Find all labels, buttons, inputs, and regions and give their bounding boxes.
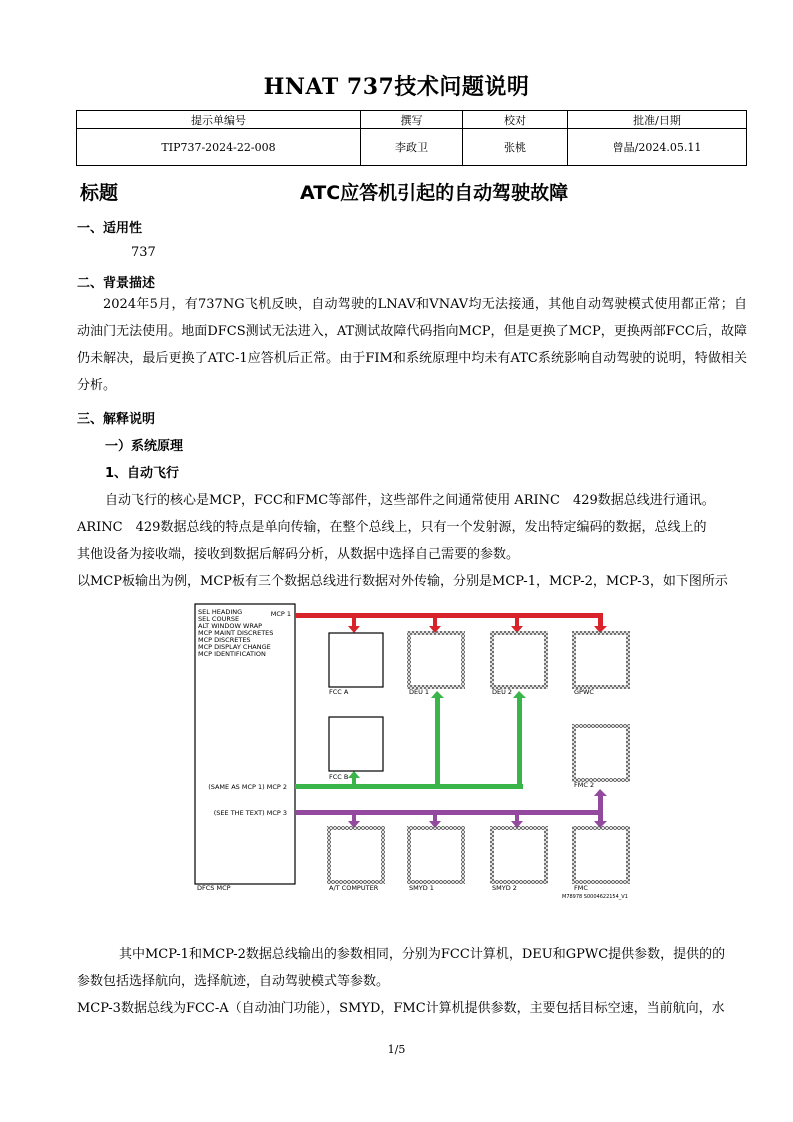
fmc-box (574, 828, 628, 882)
deu2-label: DEU 2 (492, 688, 513, 696)
subsection-system-principle: 一）系统原理 (105, 439, 184, 454)
header-author: 撰写 (361, 111, 463, 129)
mcp3-paragraph: MCP-3数据总线为FCC-A（自动油门功能），SMYD，FMC计算机提供参数，主要包括目标空速，当前航向，水 (77, 1001, 725, 1016)
subject-row (80, 176, 747, 206)
smyd2-box (492, 828, 546, 882)
at-computer-label: A/T COMPUTER (329, 884, 379, 892)
mcp-bus-diagram (193, 600, 633, 905)
mcp12-paragraph-line1: 其中MCP-1和MCP-2数据总线输出的参数相同，分别为FCC计算机，DEU和GPWC提供参数，提供的的 (119, 947, 726, 962)
deu1-label: DEU 1 (409, 688, 430, 696)
mcp1-label: MCP 1 (270, 610, 291, 618)
smyd1-box (409, 828, 463, 882)
mcp-param: MCP DISCRETES (198, 636, 251, 644)
document-info-table (76, 110, 747, 166)
fcc-a-box (329, 633, 383, 687)
smyd2-label: SMYD 2 (492, 884, 517, 892)
smyd1-label: SMYD 1 (409, 884, 434, 892)
mcp1-bus (295, 613, 607, 633)
mcp-param: SEL COURSE (198, 615, 240, 623)
at-computer-box (329, 828, 383, 882)
subsection-autoflight: 1、自动飞行 (105, 466, 180, 481)
mcp-param: SEL HEADING (198, 608, 243, 616)
mcp-param: ALT WINDOW WRAP (198, 622, 263, 630)
header-approval: 批准/日期 (568, 111, 747, 129)
fcc-b-box (329, 717, 383, 771)
fmc-label: FMC (574, 884, 588, 892)
header-reviewer: 校对 (463, 111, 568, 129)
fcc-a-label: FCC A (329, 688, 349, 696)
mcp3-bus (295, 789, 607, 828)
mcp-param: MCP DISPLAY CHANGE (198, 643, 271, 651)
value-reviewer: 张桃 (463, 129, 568, 166)
deu1-box (409, 633, 463, 687)
document-title: HNAT 737技术问题说明 (263, 74, 530, 100)
value-tip-number: TIP737-2024-22-008 (77, 129, 361, 166)
gpwc-label: GPWC (574, 688, 594, 696)
section-background-heading: 二、背景描述 (77, 276, 156, 291)
dfcs-mcp-label: DFCS MCP (197, 884, 231, 892)
mcp12-paragraph-line2: 参数包括选择航向，选择航迹，自动驾驶模式等参数。 (77, 974, 390, 989)
background-paragraph: 2024年5月，有737NG飞机反映，自动驾驶的LNAV和VNAV均无法接通，其他自动驾驶模式使用都正常；自动油门无法使用。地面DFCS测试无法进入，AT测试故障代码指向MCP，但是更换了MCP，更换两部FCC后，故障仍未解决，最后更换了ATC-1应答机后正常。由于FIM和系统原理中均未有ATC系统影响自动驾驶的说明，特做相关分析。 (77, 297, 747, 393)
fmc2-label: FMC 2 (574, 781, 595, 789)
mcp-param: MCP MAINT DISCRETES (198, 629, 274, 637)
fcc-b-label: FCC B (329, 773, 349, 781)
subject-title: ATC应答机引起的自动驾驶故障 (300, 182, 569, 204)
deu2-box (492, 633, 546, 687)
value-author: 李政卫 (361, 129, 463, 166)
mcp-param: MCP IDENTIFICATION (198, 650, 266, 658)
autoflight-paragraph-line3: 其他设备为接收端，接收到数据后解码分析，从数据中选择自己需要的参数。 (77, 547, 520, 562)
gpwc-box (574, 633, 628, 687)
applicability-text: 737 (131, 245, 156, 260)
autoflight-paragraph-line1: 自动飞行的核心是MCP，FCC和FMC等部件，这些部件之间通常使用 ARINC 429数据总线进行通讯。 (105, 493, 715, 508)
figure-reference: M78978 S0004622154_V1 (562, 894, 628, 900)
header-tip-number: 提示单编号 (77, 111, 361, 129)
page-number: 1/5 (387, 1043, 406, 1056)
mcp3-label: (SEE THE TEXT) MCP 3 (213, 809, 287, 817)
mcp-output-paragraph: 以MCP板输出为例，MCP板有三个数据总线进行数据对外传输，分别是MCP-1，MCP-2，MCP-3，如下图所示 (77, 574, 728, 589)
section-applicability-heading: 一、适用性 (77, 221, 143, 236)
value-approval: 曾晶/2024.05.11 (568, 129, 747, 166)
subject-label: 标题 (80, 182, 119, 204)
autoflight-paragraph-line2: ARINC 429数据总线的特点是单向传输，在整个总线上，只有一个发射源，发出特定编码的数据，总线上的 (77, 520, 707, 535)
section-explanation-heading: 三、解释说明 (77, 412, 156, 427)
mcp2-label: (SAME AS MCP 1) MCP 2 (208, 783, 287, 791)
fmc2-box (574, 726, 628, 780)
